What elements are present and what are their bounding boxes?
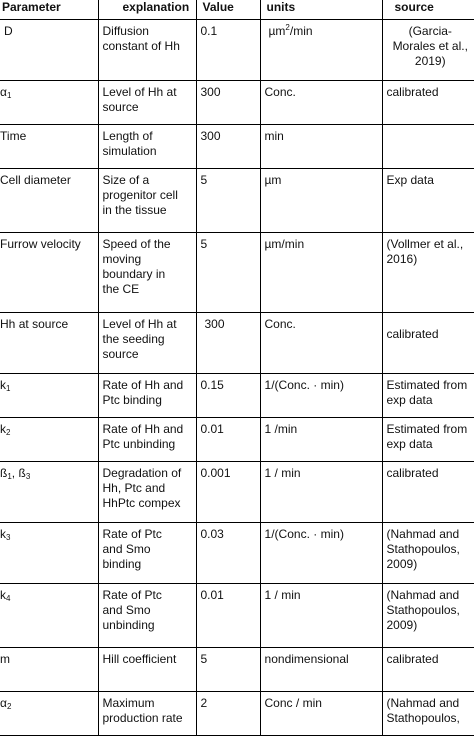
- cell-parameter: [0, 233, 98, 313]
- explanation-line: production rate: [102, 711, 183, 725]
- explanation-line: in the tissue: [102, 203, 167, 217]
- units-text: Conc.: [264, 85, 296, 99]
- cell-source: [382, 692, 474, 736]
- parameter-text: m: [0, 652, 10, 666]
- source-line: Stathopoulos,: [386, 603, 460, 617]
- source-line: Stathopoulos,: [386, 711, 460, 725]
- cell-units: [260, 648, 382, 692]
- cell-units: [260, 692, 382, 736]
- explanation-line: the CE: [102, 282, 140, 296]
- source-line: (Nahmad and: [386, 588, 460, 602]
- cell-explanation: [98, 462, 196, 523]
- source-line: (Nahmad and: [386, 527, 460, 541]
- cell-explanation: [98, 125, 196, 169]
- header-parameter: Parameter: [0, 0, 98, 20]
- cell-value: [196, 418, 260, 462]
- cell-explanation: [98, 20, 196, 81]
- cell-explanation: [98, 418, 196, 462]
- cell-explanation: [98, 374, 196, 418]
- table-row: [0, 374, 474, 418]
- explanation-line: Diffusion: [102, 24, 149, 38]
- explanation-line: Rate of Hh and: [102, 422, 184, 436]
- table-row: [0, 584, 474, 648]
- units-text: Conc.: [264, 317, 296, 331]
- cell-value: [196, 584, 260, 648]
- units-text: µm/min: [264, 237, 305, 251]
- explanation-line: Rate of Ptc: [102, 527, 162, 541]
- header-source: source: [382, 0, 474, 20]
- explanation-line: moving: [102, 252, 142, 266]
- value-text: 0.03: [200, 527, 224, 541]
- cell-units: [260, 169, 382, 233]
- cell-source: [382, 462, 474, 523]
- explanation-line: constant of Hh: [102, 39, 180, 53]
- cell-value: [196, 374, 260, 418]
- explanation-line: Degradation of: [102, 466, 182, 480]
- source-line: Stathopoulos,: [386, 542, 460, 556]
- parameter-text: Furrow velocity: [0, 237, 81, 251]
- source-line: 2009): [386, 618, 418, 632]
- value-text: 0.01: [200, 588, 224, 602]
- explanation-line: the seeding: [102, 332, 165, 346]
- explanation-line: Ptc unbinding: [102, 437, 176, 451]
- cell-explanation: [98, 81, 196, 125]
- explanation-line: unbinding: [102, 618, 155, 632]
- parameter-text: $ß_1$, $ß_3$: [0, 466, 31, 481]
- cell-parameter: [0, 125, 98, 169]
- value-text: 5: [200, 173, 208, 187]
- explanation-line: source: [102, 347, 139, 361]
- explanation-line: boundary in: [102, 267, 166, 281]
- units-text: µm: [264, 173, 282, 187]
- value-text: 300: [204, 317, 225, 331]
- cell-source: [382, 313, 474, 374]
- cell-units: [260, 233, 382, 313]
- cell-units: [260, 20, 382, 81]
- header-explanation: explanation: [98, 0, 196, 20]
- cell-parameter: [0, 81, 98, 125]
- cell-units: [260, 313, 382, 374]
- cell-units: [260, 374, 382, 418]
- header-value: Value: [196, 0, 260, 20]
- cell-parameter: [0, 692, 98, 736]
- units-text: 1/(Conc. · min): [264, 378, 344, 392]
- cell-explanation: [98, 169, 196, 233]
- explanation-line: and Smo: [102, 603, 151, 617]
- source-line: (Garcia-: [408, 24, 452, 38]
- cell-explanation: [98, 313, 196, 374]
- explanation-line: HhPtc compex: [102, 496, 181, 510]
- parameter-text: $\alpha_2$: [0, 696, 12, 711]
- explanation-line: Level of Hh at: [102, 85, 177, 99]
- units-text: Conc / min: [264, 696, 322, 710]
- table-row: [0, 125, 474, 169]
- explanation-line: binding: [102, 557, 142, 571]
- cell-value: [196, 692, 260, 736]
- value-text: 0.15: [200, 378, 224, 392]
- table-row: [0, 462, 474, 523]
- table-row: [0, 313, 474, 374]
- source-line: calibrated: [386, 466, 439, 480]
- explanation-line: Rate of Hh and: [102, 378, 184, 392]
- source-line: calibrated: [386, 652, 439, 666]
- explanation-line: Speed of the: [102, 237, 171, 251]
- parameter-text: $k_4$: [0, 588, 11, 603]
- units-text: 1 / min: [264, 466, 301, 480]
- units-text: min: [264, 129, 284, 143]
- explanation-line: progenitor cell: [102, 188, 178, 202]
- source-line: exp data: [386, 437, 433, 451]
- cell-value: [196, 125, 260, 169]
- table-header-row: [0, 0, 474, 20]
- cell-explanation: [98, 233, 196, 313]
- parameter-text: Cell diameter: [0, 173, 71, 187]
- parameter-text: $k_1$: [0, 378, 11, 393]
- cell-parameter: [0, 374, 98, 418]
- cell-parameter: [0, 313, 98, 374]
- cell-source: [382, 418, 474, 462]
- table-row: [0, 81, 474, 125]
- cell-source: [382, 20, 474, 81]
- source-line: Estimated from: [386, 422, 468, 436]
- cell-explanation: [98, 648, 196, 692]
- cell-units: [260, 523, 382, 584]
- cell-value: [196, 20, 260, 81]
- cell-explanation: [98, 692, 196, 736]
- cell-explanation: [98, 584, 196, 648]
- parameter-text: D: [4, 24, 13, 38]
- units-text: 1/(Conc. · min): [264, 527, 344, 541]
- cell-units: [260, 584, 382, 648]
- cell-parameter: [0, 523, 98, 584]
- cell-parameter: [0, 169, 98, 233]
- table-row: [0, 169, 474, 233]
- source-line: (Vollmer et al.,: [386, 237, 464, 251]
- cell-units: [260, 125, 382, 169]
- cell-parameter: [0, 648, 98, 692]
- explanation-line: Hill coefficient: [102, 652, 177, 666]
- header-units: units: [260, 0, 382, 20]
- explanation-line: and Smo: [102, 542, 151, 556]
- cell-value: [196, 233, 260, 313]
- units-text: 1 /min: [264, 422, 298, 436]
- units-text: 1 / min: [264, 588, 301, 602]
- units-text: nondimensional: [264, 652, 349, 666]
- table-row: [0, 648, 474, 692]
- value-text: 0.1: [200, 24, 218, 38]
- source-line: calibrated: [386, 327, 439, 341]
- explanation-line: simulation: [102, 144, 157, 158]
- cell-value: [196, 648, 260, 692]
- value-text: 5: [200, 237, 208, 251]
- cell-source: [382, 125, 474, 169]
- parameter-text: $k_2$: [0, 422, 11, 437]
- source-line: (Nahmad and: [386, 696, 460, 710]
- cell-source: [382, 374, 474, 418]
- table-body: [0, 20, 474, 736]
- source-line: Morales et al.,: [392, 39, 468, 53]
- explanation-line: Maximum: [102, 696, 155, 710]
- explanation-line: Length of: [102, 129, 153, 143]
- cell-parameter: [0, 418, 98, 462]
- value-text: 0.001: [200, 466, 231, 480]
- cell-source: [382, 233, 474, 313]
- parameter-text: $k_3$: [0, 527, 11, 542]
- value-text: 0.01: [200, 422, 224, 436]
- value-text: 2: [200, 696, 208, 710]
- table-row: [0, 418, 474, 462]
- table-row: [0, 233, 474, 313]
- value-text: 300: [200, 85, 221, 99]
- parameter-text: Hh at source: [0, 317, 69, 331]
- cell-value: [196, 169, 260, 233]
- explanation-line: Level of Hh at: [102, 317, 177, 331]
- source-line: Exp data: [386, 173, 434, 187]
- parameter-text: Time: [0, 129, 27, 143]
- cell-source: [382, 523, 474, 584]
- cell-value: [196, 462, 260, 523]
- cell-source: [382, 648, 474, 692]
- source-line: Estimated from: [386, 378, 468, 392]
- cell-explanation: [98, 523, 196, 584]
- units-text: µm$^2$/min: [268, 23, 313, 38]
- value-text: 300: [200, 129, 221, 143]
- explanation-line: Ptc binding: [102, 393, 162, 407]
- source-line: calibrated: [386, 85, 439, 99]
- table-row: [0, 692, 474, 736]
- cell-value: [196, 523, 260, 584]
- explanation-line: Rate of Ptc: [102, 588, 162, 602]
- cell-source: [382, 81, 474, 125]
- value-text: 5: [200, 652, 208, 666]
- cell-units: [260, 462, 382, 523]
- cell-parameter: [0, 584, 98, 648]
- cell-parameter: [0, 20, 98, 81]
- source-line: 2016): [386, 252, 418, 266]
- source-line: 2019): [414, 54, 446, 68]
- explanation-line: Hh, Ptc and: [102, 481, 166, 495]
- cell-value: [196, 313, 260, 374]
- source-line: 2009): [386, 557, 418, 571]
- explanation-line: Size of a: [102, 173, 150, 187]
- cell-source: [382, 169, 474, 233]
- explanation-line: source: [102, 100, 139, 114]
- cell-source: [382, 584, 474, 648]
- cell-value: [196, 81, 260, 125]
- table-row: [0, 523, 474, 584]
- cell-units: [260, 418, 382, 462]
- table-row: [0, 20, 474, 81]
- source-line: exp data: [386, 393, 433, 407]
- cell-parameter: [0, 462, 98, 523]
- cell-units: [260, 81, 382, 125]
- parameter-text: $\alpha_1$: [0, 85, 12, 100]
